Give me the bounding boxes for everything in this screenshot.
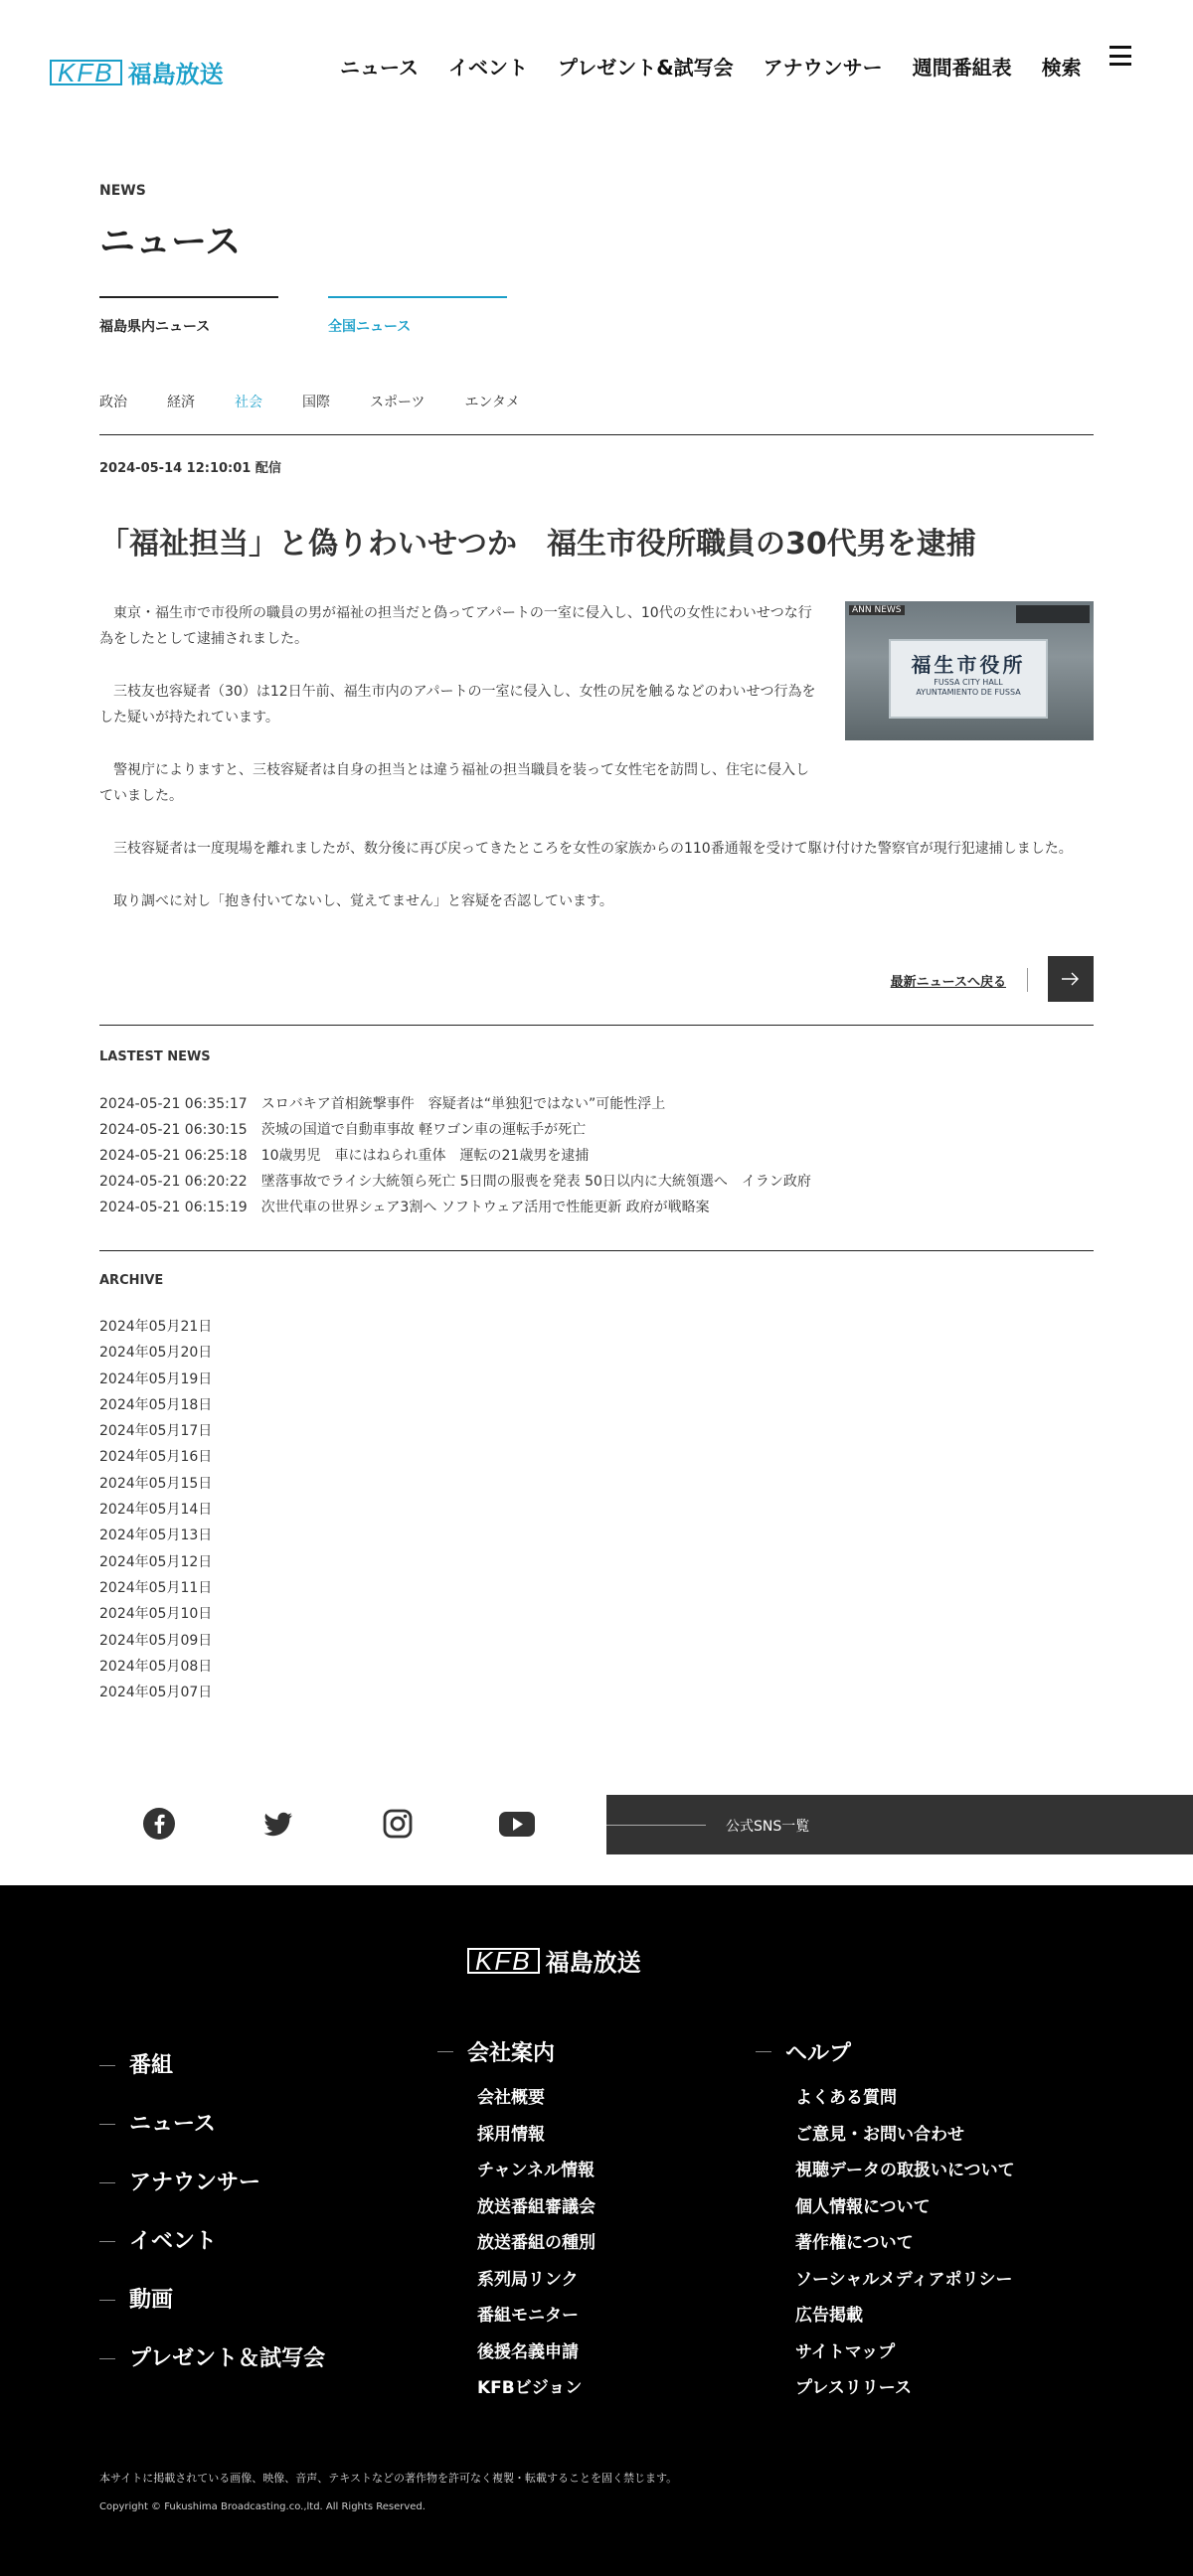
divider <box>99 1025 1094 1026</box>
archive-date-link[interactable]: 2024年05月13日 <box>99 1528 213 1544</box>
news-timestamp: 2024-05-21 06:25:18 <box>99 1148 248 1164</box>
archive-date-link[interactable]: 2024年05月19日 <box>99 1370 213 1387</box>
footer-link[interactable]: プレスリリース <box>795 2378 912 2398</box>
archive-date-link[interactable]: 2024年05月08日 <box>99 1658 213 1675</box>
news-timestamp: 2024-05-21 06:35:17 <box>99 1096 248 1112</box>
nav-events[interactable]: イベント <box>448 56 528 80</box>
footer-link[interactable]: 視聴データの取扱いについて <box>795 2161 1015 2180</box>
archive-date-link[interactable]: 2024年05月20日 <box>99 1345 213 1362</box>
footer-link[interactable]: ソーシャルメディアポリシー <box>795 2269 1013 2290</box>
article-date: 2024-05-14 12:10:01 配信 <box>99 461 281 476</box>
archive-date-link[interactable]: 2024年05月15日 <box>99 1475 213 1492</box>
ann-news-badge: ANN NEWS <box>849 605 905 615</box>
separator <box>1027 968 1028 992</box>
footer-company-list <box>437 2087 596 2414</box>
archive-list <box>99 1314 212 1705</box>
category-politics[interactable]: 政治 <box>99 395 127 410</box>
nav-presents[interactable]: プレゼント&試写会 <box>558 56 734 80</box>
footer-link-announcers[interactable]: アナウンサー <box>99 2154 325 2212</box>
footer-link-events[interactable]: イベント <box>99 2212 325 2271</box>
city-hall-sign <box>889 639 1048 719</box>
news-title: スロバキア首相銃撃事件 容疑者は“単独犯ではない”可能性浮上 <box>260 1096 666 1112</box>
footer-link-programs[interactable]: 番組 <box>99 2036 325 2095</box>
news-item[interactable] <box>99 1091 811 1117</box>
archive-date-link[interactable]: 2024年05月09日 <box>99 1632 213 1649</box>
logo-mark: KFB <box>467 1948 540 1974</box>
archive-date-link[interactable]: 2024年05月18日 <box>99 1396 213 1413</box>
category-society[interactable]: 社会 <box>235 395 262 410</box>
footer-link[interactable]: 後援名義申請 <box>477 2341 579 2362</box>
news-title: 10歳男児 車にはねられ重体 運転の21歳男を逮捕 <box>260 1148 590 1164</box>
tab-national-news[interactable]: 全国ニュース <box>328 296 507 336</box>
footer-link-news[interactable]: ニュース <box>99 2095 325 2154</box>
footer-col-company <box>437 2036 596 2414</box>
footer-help-list <box>756 2087 1015 2414</box>
news-item[interactable] <box>99 1117 811 1143</box>
footer-col-main <box>99 2036 325 2388</box>
footer-link[interactable]: 系列局リンク <box>477 2269 579 2290</box>
sns-bar <box>0 1795 1193 1854</box>
article-paragraph: 警視庁によりますと、三枝容疑者は自身の担当とは違う福祉の担当職員を装って女性宅を訪問し、住宅に侵入していました。 <box>99 762 809 804</box>
arrow-right-button[interactable] <box>1048 956 1094 1002</box>
footer-link[interactable]: ご意見・お問い合わせ <box>795 2124 964 2145</box>
news-timestamp: 2024-05-21 06:30:15 <box>99 1122 248 1138</box>
archive-date-link[interactable]: 2024年05月21日 <box>99 1319 213 1335</box>
site-logo[interactable] <box>50 55 224 89</box>
footer-link-videos[interactable]: 動画 <box>99 2271 325 2330</box>
article-paragraph: 三枝友也容疑者（30）は12日午前、福生市内のアパートの一室に侵入し、女性の尻を触るなどのわいせつ行為をした疑いが持たれています。 <box>99 684 816 725</box>
copyright-notice: 本サイトに掲載されている画像、映像、音声、テキストなどの著作物を許可なく複製・転載することを固く禁じます。 <box>99 2472 678 2485</box>
decorative-line <box>606 1825 706 1826</box>
nav-weekly-schedule[interactable]: 週間番組表 <box>912 56 1012 80</box>
nav-search[interactable]: 検索 <box>1041 56 1082 80</box>
footer-link[interactable]: 広告掲載 <box>795 2306 863 2326</box>
global-nav <box>340 52 1111 80</box>
archive-label: ARCHIVE <box>99 1273 164 1288</box>
twitter-icon[interactable] <box>261 1807 295 1841</box>
logo-text: 福島放送 <box>545 1949 641 1977</box>
latest-news-label: LASTEST NEWS <box>99 1049 211 1064</box>
sign-text-jp: 福生市役所 <box>911 653 1026 677</box>
footer-logo[interactable] <box>467 1943 641 1978</box>
category-sports[interactable]: スポーツ <box>370 395 426 410</box>
back-to-latest-link[interactable]: 最新ニュースへ戻る <box>890 975 1006 990</box>
nav-news[interactable]: ニュース <box>340 56 419 80</box>
footer-link[interactable]: 会社概要 <box>477 2088 545 2108</box>
divider <box>99 1250 1094 1251</box>
footer-help-heading: ヘルプ <box>756 2036 1015 2067</box>
logo-mark: KFB <box>50 60 122 85</box>
site-header <box>0 0 1193 139</box>
site-footer <box>0 1885 1193 2576</box>
divider <box>99 434 1094 435</box>
page-title: ニュース <box>99 222 242 262</box>
latest-news-list <box>99 1091 811 1220</box>
footer-link[interactable]: 著作権について <box>795 2233 914 2253</box>
category-entertainment[interactable]: エンタメ <box>464 395 520 410</box>
news-title: 茨城の国道で自動車事故 軽ワゴン車の運転手が死亡 <box>260 1122 587 1138</box>
news-title: 墜落事故でライシ大統領ら死亡 5日間の服喪を発表 50日以内に大統領選へ イラン政府 <box>260 1174 811 1190</box>
footer-link[interactable]: よくある質問 <box>795 2088 897 2108</box>
arrow-right-icon <box>1062 972 1080 986</box>
footer-link[interactable]: 採用情報 <box>477 2124 545 2145</box>
archive-date-link[interactable]: 2024年05月17日 <box>99 1423 213 1440</box>
archive-date-link[interactable]: 2024年05月10日 <box>99 1606 213 1623</box>
footer-link[interactable]: サイトマップ <box>795 2341 896 2362</box>
sns-list-button[interactable] <box>606 1795 1193 1854</box>
article-paragraph: 三枝容疑者は一度現場を離れましたが、数分後に再び戻ってきたところを女性の家族からの110番通報を受けて駆け付けた警察官が現行犯逮捕しました。 <box>113 841 1073 857</box>
news-title: 次世代車の世界シェア3割へ ソフトウェア活用で性能更新 政府が戦略案 <box>260 1200 710 1215</box>
category-nav <box>99 392 560 411</box>
footer-link[interactable]: KFBビジョン <box>477 2378 583 2398</box>
footer-company-heading: 会社案内 <box>437 2036 596 2067</box>
article-paragraph: 取り調べに対し「抱き付いてないし、覚えてません」と容疑を否認しています。 <box>113 893 613 909</box>
footer-link[interactable]: 番組モニター <box>477 2306 579 2326</box>
page-eyebrow: NEWS <box>99 183 146 199</box>
news-timestamp: 2024-05-21 06:20:22 <box>99 1174 248 1190</box>
nav-announcers[interactable]: アナウンサー <box>763 56 883 80</box>
news-timestamp: 2024-05-21 06:15:19 <box>99 1200 248 1215</box>
footer-link-presents[interactable]: プレゼント＆試写会 <box>99 2330 325 2388</box>
article-image <box>845 601 1094 740</box>
footer-link[interactable]: 放送番組の種別 <box>477 2233 596 2253</box>
archive-date-link[interactable]: 2024年05月16日 <box>99 1449 213 1466</box>
hamburger-menu-icon[interactable] <box>1109 46 1131 66</box>
image-caption-tag <box>1016 605 1090 623</box>
footer-link[interactable]: チャンネル情報 <box>477 2161 595 2180</box>
back-row <box>99 956 1094 1002</box>
instagram-icon[interactable] <box>381 1807 415 1841</box>
category-economy[interactable]: 経済 <box>167 395 195 410</box>
logo-text: 福島放送 <box>127 61 224 88</box>
archive-date-link[interactable]: 2024年05月14日 <box>99 1502 213 1519</box>
region-tabs <box>99 296 507 336</box>
sns-list-label: 公式SNS一覧 <box>726 1819 810 1835</box>
footer-link[interactable]: 個人情報について <box>795 2196 931 2217</box>
news-item[interactable] <box>99 1169 811 1195</box>
article-paragraph: 東京・福生市で市役所の職員の男が福祉の担当だと偽ってアパートの一室に侵入し、10代の女性にわいせつな行為をしたとして逮捕されました。 <box>99 605 812 647</box>
article-headline: 「福祉担当」と偽りわいせつか 福生市役所職員の30代男を逮捕 <box>99 527 976 562</box>
archive-date-link[interactable]: 2024年05月11日 <box>99 1579 213 1596</box>
archive-date-link[interactable]: 2024年05月07日 <box>99 1685 213 1701</box>
copyright-text: Copyright © Fukushima Broadcasting.co.,ltd. All Rights Reserved. <box>99 2501 426 2512</box>
sign-text-en: FUSSA CITY HALL <box>934 678 1003 687</box>
news-item[interactable] <box>99 1195 811 1220</box>
footer-link[interactable]: 放送番組審議会 <box>477 2196 596 2217</box>
sign-text-es: AYUNTAMIENTO DE FUSSA <box>916 688 1021 697</box>
facebook-icon[interactable] <box>142 1807 176 1841</box>
archive-date-link[interactable]: 2024年05月12日 <box>99 1553 213 1570</box>
category-international[interactable]: 国際 <box>302 395 330 410</box>
tab-fukushima-news[interactable]: 福島県内ニュース <box>99 296 278 336</box>
footer-col-help <box>756 2036 1015 2414</box>
youtube-icon[interactable] <box>498 1807 536 1841</box>
news-item[interactable] <box>99 1143 811 1169</box>
